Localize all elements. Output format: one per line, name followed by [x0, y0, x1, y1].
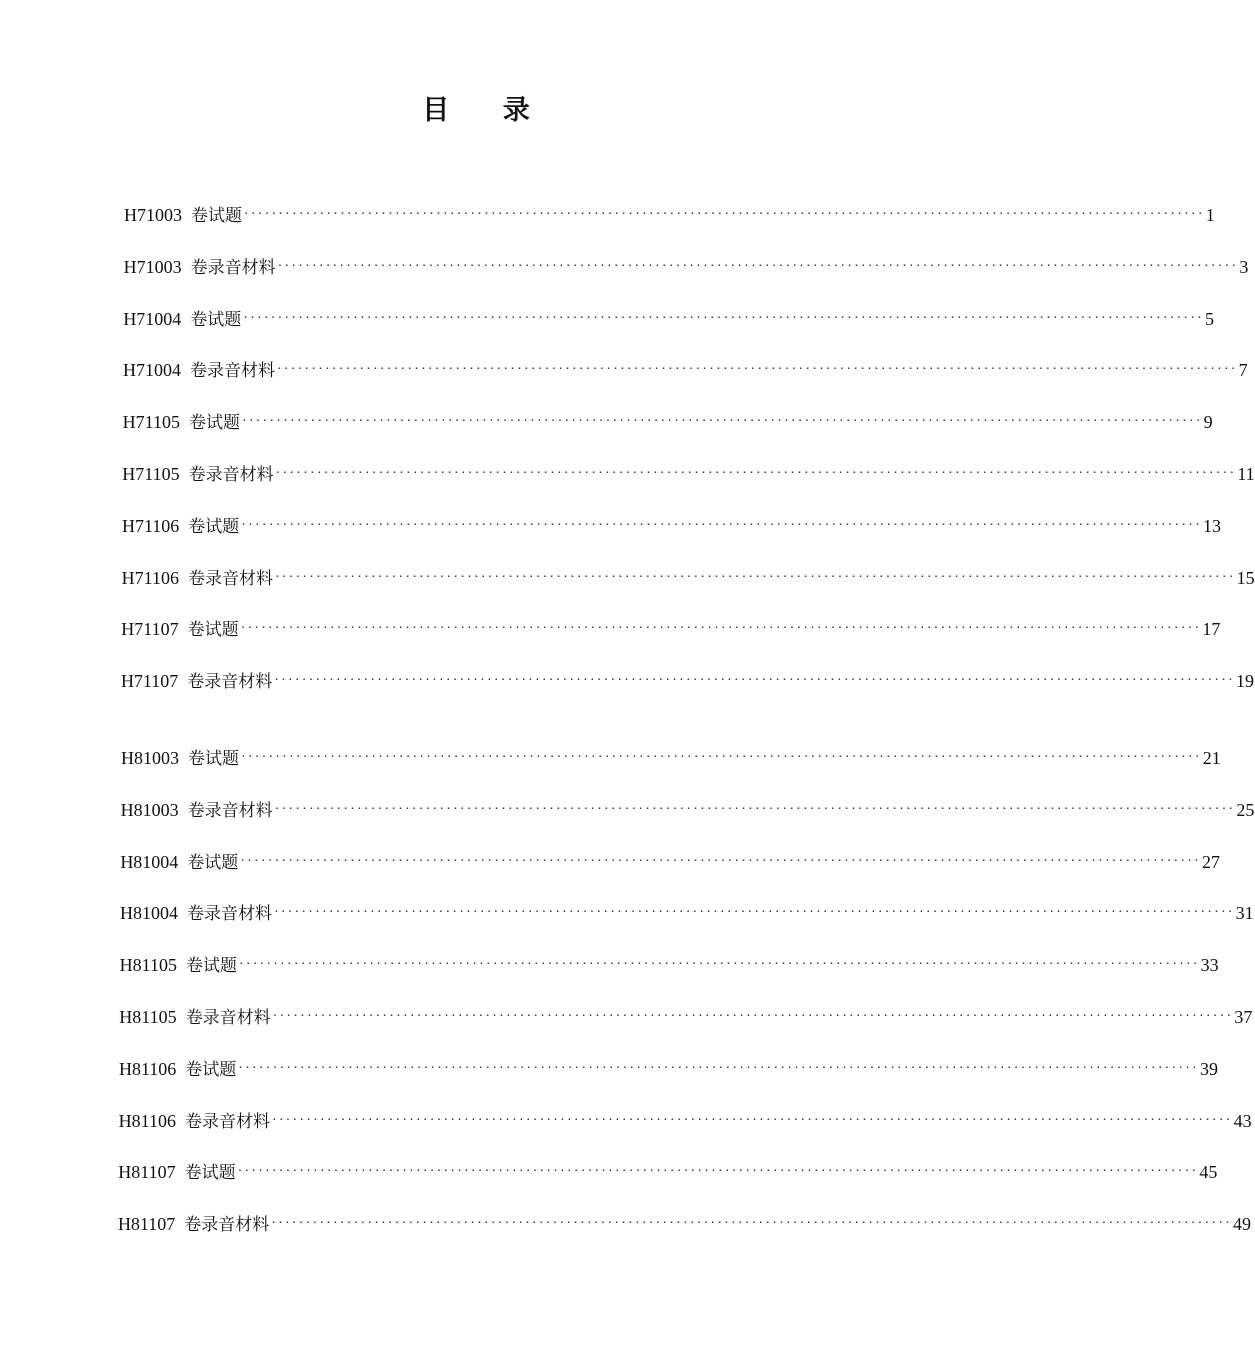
toc-entry-page-number: 3	[1239, 256, 1249, 277]
toc-dot-leader: ············································································································································	[238, 1060, 1199, 1076]
toc-entry-label: 卷录音材料	[188, 465, 274, 485]
toc-entry-label: 卷试题	[185, 956, 237, 977]
toc-entry-page-number: 39	[1200, 1058, 1218, 1079]
toc-entry-code: H81004	[119, 903, 178, 924]
toc-entry-page-number: 11	[1237, 464, 1255, 484]
toc-entry[interactable]	[123, 253, 1249, 281]
toc-dot-leader: ············································································································································	[271, 1112, 1233, 1128]
toc-entry-code: H71105	[122, 412, 180, 433]
toc-entry[interactable]	[119, 1003, 1253, 1031]
toc-entry-code: H81003	[121, 748, 179, 768]
toc-entry-label: 卷录音材料	[187, 672, 273, 693]
toc-entry[interactable]	[118, 1055, 1218, 1083]
toc-entry-code: H81107	[117, 1214, 176, 1235]
toc-entry[interactable]	[119, 951, 1219, 979]
toc-entry-code: H81105	[119, 1007, 177, 1027]
toc-entry-label: 卷录音材料	[187, 568, 273, 589]
toc-entry-code: H71106	[121, 515, 180, 536]
toc-entry-code: H81003	[120, 799, 179, 820]
toc-dot-leader: ············································································································································	[241, 750, 1202, 765]
toc-entry-label: 卷试题	[190, 309, 242, 330]
toc-dot-leader: ············································································································································	[244, 207, 1205, 222]
toc-entry-label: 卷试题	[187, 620, 239, 641]
toc-entry-code: H81004	[120, 851, 179, 872]
toc-dot-leader: ············································································································································	[241, 517, 1202, 533]
toc-dot-leader: ············································································································································	[274, 801, 1236, 817]
toc-entry-code: H71106	[121, 567, 179, 588]
toc-entry[interactable]	[121, 564, 1255, 592]
toc-dot-leader: ············································································································································	[240, 853, 1202, 869]
toc-entry-label: 卷录音材料	[185, 1008, 271, 1028]
toc-entry-page-number: 7	[1238, 360, 1248, 381]
toc-entry-code: H81105	[119, 955, 177, 976]
toc-entry-page-number: 9	[1203, 412, 1213, 433]
toc-entry-code: H81107	[118, 1162, 176, 1183]
toc-entry-label: 卷试题	[187, 852, 239, 873]
toc-dot-leader: ············································································································································	[273, 905, 1235, 921]
toc-entry-page-number: 5	[1205, 308, 1215, 329]
toc-entry-label: 卷录音材料	[184, 1215, 270, 1236]
toc-dot-leader: ············································································································································	[272, 1009, 1234, 1024]
toc-dot-leader: ············································································································································	[274, 673, 1235, 689]
toc-entry-code: H71105	[122, 464, 180, 484]
toc-entry-label: 卷录音材料	[187, 800, 273, 821]
toc-entry-label: 卷试题	[188, 413, 240, 434]
toc-entry-label: 卷录音材料	[186, 904, 272, 925]
toc-entry-code: H81106	[118, 1110, 176, 1131]
toc-entry[interactable]	[122, 408, 1213, 436]
toc-entry-label: 卷试题	[188, 749, 239, 769]
toc-entry-code: H71107	[120, 671, 179, 692]
toc-entry-code: H71004	[122, 360, 181, 381]
toc-entry[interactable]	[121, 512, 1221, 540]
toc-entry[interactable]	[118, 1158, 1218, 1186]
toc-dot-leader: ············································································································································	[243, 310, 1205, 326]
toc-entry-page-number: 43	[1233, 1110, 1252, 1131]
toc-entry[interactable]	[120, 667, 1254, 695]
toc-entry-label: 卷试题	[191, 206, 242, 226]
toc-dot-leader: ············································································································································	[271, 1216, 1232, 1232]
toc-entry-page-number: 19	[1235, 671, 1254, 692]
toc-entry-label: 卷试题	[184, 1163, 236, 1184]
toc-dot-leader: ············································································································································	[241, 414, 1203, 430]
toc-entry-code: H81106	[118, 1058, 177, 1079]
toc-entry-page-number: 31	[1235, 903, 1254, 924]
toc-entry-label: 卷录音材料	[190, 257, 276, 278]
toc-dot-leader: ············································································································································	[240, 621, 1202, 637]
toc-entry-page-number: 45	[1199, 1162, 1218, 1183]
toc-entry-page-number: 27	[1202, 851, 1221, 872]
toc-entry-label: 卷试题	[185, 1059, 237, 1080]
toc-entry-page-number: 17	[1202, 619, 1221, 640]
toc-entry[interactable]	[124, 201, 1215, 229]
toc-entry-page-number: 37	[1234, 1007, 1253, 1027]
toc-entry-page-number: 13	[1203, 515, 1221, 536]
toc-entry[interactable]	[122, 460, 1255, 488]
toc-entry-code: H71107	[121, 619, 179, 640]
toc-entry-code: H71003	[123, 256, 182, 277]
toc-entry-page-number: 21	[1202, 748, 1221, 768]
toc-entry-label: 卷录音材料	[184, 1111, 270, 1132]
toc-entry[interactable]	[119, 899, 1254, 927]
toc-entry-page-number: 49	[1232, 1214, 1251, 1235]
toc-entry[interactable]	[117, 1210, 1251, 1238]
toc-entry[interactable]	[118, 1107, 1252, 1135]
toc-entry-page-number: 33	[1200, 955, 1219, 976]
toc-dot-leader: ············································································································································	[276, 362, 1238, 378]
toc-entry-page-number: 1	[1205, 205, 1215, 225]
toc-entry-label: 卷录音材料	[189, 361, 275, 382]
toc-entry[interactable]	[120, 796, 1255, 824]
toc-dot-leader: ············································································································································	[275, 466, 1237, 481]
toc-entry-page-number: 25	[1236, 799, 1255, 820]
toc-dot-leader: ············································································································································	[237, 1164, 1199, 1180]
toc-entry[interactable]	[120, 848, 1221, 876]
toc-entry-code: H71004	[123, 308, 182, 329]
toc-entry-label: 卷试题	[188, 516, 240, 537]
toc-dot-leader: ············································································································································	[238, 957, 1200, 973]
toc-entry[interactable]	[121, 615, 1221, 643]
toc-entry-code: H71003	[124, 205, 182, 225]
toc-entry[interactable]	[122, 356, 1248, 384]
toc-entry[interactable]	[123, 305, 1215, 333]
toc-entry-page-number: 15	[1236, 567, 1255, 588]
toc-dot-leader: ············································································································································	[277, 258, 1239, 274]
toc-entry[interactable]	[121, 744, 1221, 772]
page-title: 目 录	[422, 95, 552, 126]
toc-dot-leader: ············································································································································	[274, 569, 1236, 585]
